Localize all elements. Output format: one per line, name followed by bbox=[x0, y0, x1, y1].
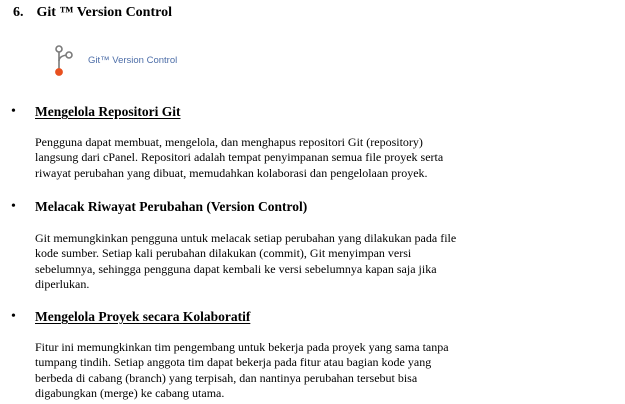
body-line: Pengguna dapat membuat, mengelola, dan menghapus repositori Git (repository) bbox=[35, 135, 423, 149]
body-line: Fitur ini memungkinkan tim pengembang untuk bekerja pada proyek yang sama tanpa bbox=[35, 340, 449, 354]
git-figure bbox=[50, 43, 210, 79]
body-line: berbeda di cabang (branch) yang terpisah, dan nantinya perubahan tersebut bisa bbox=[35, 370, 418, 385]
bullet: • bbox=[11, 199, 16, 214]
section-body bbox=[35, 340, 505, 401]
bullet: • bbox=[11, 309, 16, 324]
git-branch-icon bbox=[50, 43, 80, 79]
body-line: kode sumber. Setiap kali perubahan dilakukan (commit), Git menyimpan versi bbox=[35, 246, 412, 261]
body-line: sebelumnya, sehingga pengguna dapat kembali ke versi sebelumnya kapan saja jika bbox=[35, 261, 437, 276]
body-line: riwayat perubahan yang dibuat, memudahkan kolaborasi dan pengelolaan proyek. bbox=[35, 165, 428, 180]
body-line: Git memungkinkan pengguna untuk melacak setiap perubahan yang dilakukan pada file bbox=[35, 231, 457, 245]
section-title: Mengelola Repositori Git bbox=[35, 104, 181, 119]
body-line: digabungkan (merge) ke cabang utama. bbox=[35, 385, 225, 400]
section-body bbox=[35, 135, 505, 181]
section-title: Mengelola Proyek secara Kolaboratif bbox=[35, 309, 251, 324]
heading-number: 6. bbox=[13, 5, 24, 20]
section-heading bbox=[13, 5, 172, 21]
body-line: tumpang tindih. Setiap anggota tim dapat bekerja pada fitur atau bagian kode yang bbox=[35, 355, 432, 370]
figure-caption: Git™ Version Control bbox=[88, 55, 178, 66]
section-body bbox=[35, 231, 505, 292]
heading-title: Git ™ Version Control bbox=[36, 5, 172, 20]
section-title: Melacak Riwayat Perubahan (Version Control) bbox=[35, 199, 308, 214]
body-line: langsung dari cPanel. Repositori adalah tempat penyimpanan semua file proyek serta bbox=[35, 150, 444, 165]
body-line: diperlukan. bbox=[35, 276, 90, 291]
bullet: • bbox=[11, 104, 16, 119]
